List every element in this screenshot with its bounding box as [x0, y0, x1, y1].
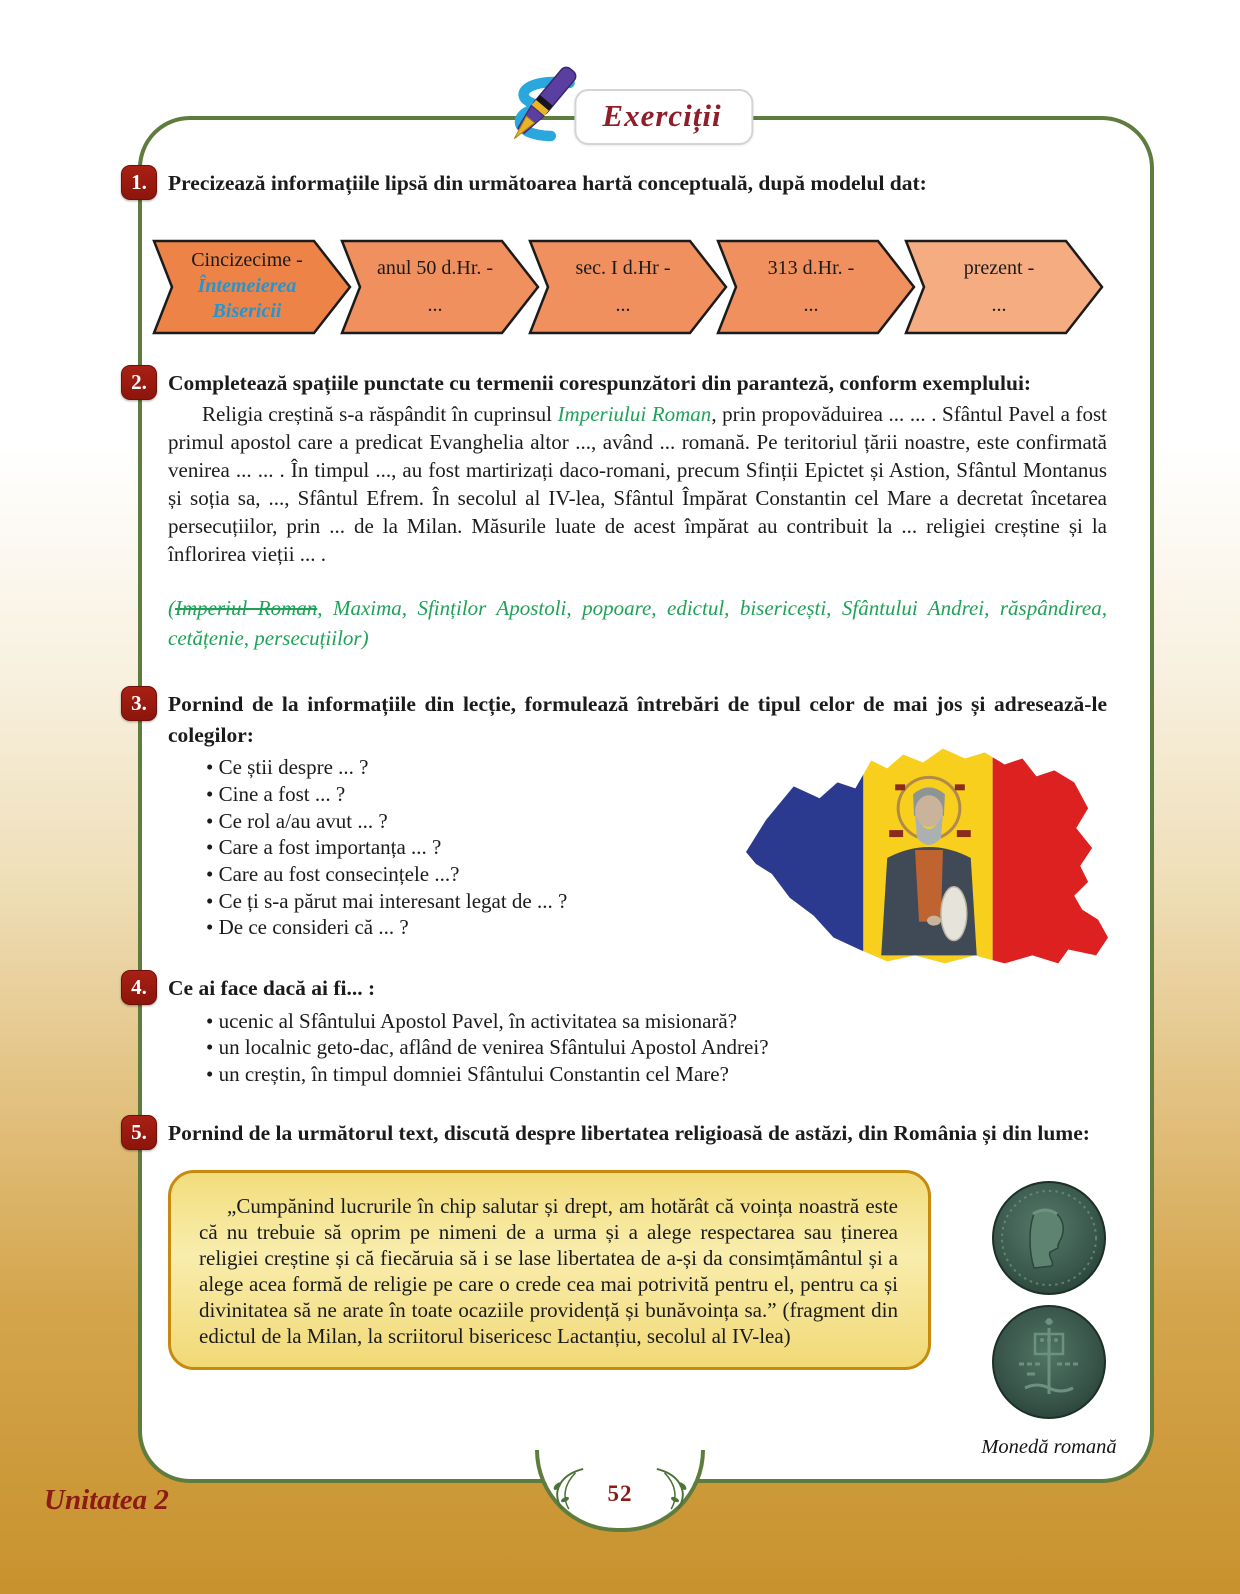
arrow-label-bottom: Întemeierea Bisericii	[197, 275, 297, 323]
arrow-label-top: sec. I d.Hr -	[575, 257, 671, 280]
flow-arrow-2-label	[340, 239, 540, 335]
word-bank-terms: , Maxima, Sfinților Apostoli, popoare, edictul, bisericești, Sfântului Andrei, răspândirea, cetățenie, persecuțiilor)	[168, 595, 1107, 650]
paragraph-text: , prin propovăduirea ... ... . Sfântul Pavel a fost primul apostol care a predicat Evanghelia altor ..., având ... romană. Pe teritoriul țării noastre, este confirmată venirea ... ... . În timpul ..., au fost martirizați daco-romani, precum Sfinții Epictet și Astion, Sfântul Montanus și soția sa, ..., Sfântul Efrem. În secolul al IV-lea, Sfântul Împărat Constantin cel Mare a decretat încetarea persecuțiilor, prin ... de la Milan. Măsurile luate de acest împărat au contribuit la ... religiei creștine și la înflorirea vieții ... .	[168, 402, 1108, 566]
exercise-3-title: Pornind de la informațiile din lecție, formulează întrebări de tipul celor de mai jos și adresează-le colegilor:	[168, 692, 1107, 747]
scenario-item: • un localnic geto-dac, aflând de venirea Sfântului Apostol Andrei?	[206, 1034, 1107, 1061]
question-item: • Care au fost consecințele ...?	[206, 861, 777, 888]
exercise-1-title: Precizează informațiile lipsă din următoarea hartă conceptuală, după modelul dat:	[168, 171, 927, 195]
arrow-label-top: Cincizecime -	[191, 249, 303, 272]
header-emblem	[486, 58, 753, 162]
exercise-4	[131, 973, 1107, 1087]
exercise-1	[131, 168, 1107, 335]
flow-arrow-4-label	[716, 239, 916, 335]
scenario-item: • un creștin, în timpul domniei Sfântului Constantin cel Mare?	[206, 1061, 1107, 1088]
flow-arrow-3-label	[528, 239, 728, 335]
exercise-2-paragraph	[168, 401, 1107, 569]
arrow-label-bottom: ...	[803, 294, 819, 317]
page-number: 52	[607, 1481, 633, 1506]
arrow-label-bottom: ...	[427, 294, 443, 317]
question-item: • Ce ți s-a părut mai interesant legat de ... ?	[206, 888, 777, 915]
page-number-ornament	[535, 1450, 705, 1532]
arrow-label-bottom: ...	[991, 294, 1007, 317]
paren-open: (	[168, 595, 175, 620]
coin-reverse-image	[988, 1302, 1110, 1422]
question-item: • Care a fost importanța ... ?	[206, 834, 777, 861]
word-bank	[168, 593, 1107, 654]
exercise-2-title: Completează spațiile punctate cu termenii corespunzători din paranteză, conform exemplului:	[168, 370, 1032, 395]
source-quote-box	[168, 1170, 931, 1370]
paragraph-text: Religia creștină s-a răspândit în cuprinsul	[202, 402, 558, 427]
exercise-5	[131, 1118, 1107, 1371]
exercise-2-badge: 2.	[121, 365, 157, 400]
exercise-3-badge: 3.	[121, 686, 157, 721]
question-item: • De ce consideri că ... ?	[206, 914, 777, 941]
arrow-label-top: anul 50 d.Hr. -	[376, 257, 494, 280]
question-item: • Cine a fost ... ?	[206, 781, 777, 808]
exercise-2	[131, 368, 1108, 654]
filled-term: Imperiului Roman	[557, 402, 712, 427]
exercise-5-badge: 5.	[121, 1115, 157, 1150]
flourish-icon	[543, 1464, 587, 1516]
arrow-label-top: prezent -	[963, 257, 1035, 280]
used-term: Imperiul Roman	[175, 595, 318, 620]
exercise-4-badge: 4.	[121, 970, 157, 1005]
flow-arrow-2	[340, 239, 540, 335]
flow-arrow-5-label	[904, 239, 1104, 335]
scenario-list	[168, 1008, 1107, 1088]
coins-figure	[974, 1178, 1124, 1459]
exercise-4-title: Ce ai face dacă ai fi... :	[168, 976, 376, 1001]
coin-obverse-image	[988, 1178, 1110, 1298]
unit-label: Unitatea 2	[44, 1484, 169, 1516]
scenario-item: • ucenic al Sfântului Apostol Pavel, în activitatea sa misionară?	[206, 1008, 1107, 1035]
arrow-label-top: 313 d.Hr. -	[767, 257, 855, 280]
question-list	[168, 754, 777, 941]
flow-arrow-1	[152, 239, 352, 335]
coin-caption: Monedă romană	[981, 1436, 1117, 1458]
flow-arrow-4	[716, 239, 916, 335]
exercise-5-title: Pornind de la următorul text, discută despre libertatea religioasă de astăzi, din România și din lume:	[168, 1120, 1090, 1145]
concept-map-flowchart	[152, 239, 1112, 335]
question-item: • Ce știi despre ... ?	[206, 754, 777, 781]
quote-text: „Cumpănind lucrurile în chip salutar și drept, am hotărât că voința noastră este că nu trebuie să oprim pe nimeni de a urma și a alege respectarea sau ținerea religiei creștine și că fiecăruia să i se lase libertatea de a-și da consimțământul și a alege acea formă de religie pe care o crede cea mai potrivită pentru el, pentru ca și divinitatea să ne arate în toate ocaziile providență și bunăvoința sa.” (fragment din edictul de la Milan, la scriitorul bisericesc Lactanțiu, secolul al IV-lea)	[199, 1194, 898, 1349]
question-item: • Ce rol a/au avut ... ?	[206, 808, 777, 835]
flow-arrow-1-label	[152, 239, 352, 335]
flow-arrow-5	[904, 239, 1104, 335]
flow-arrow-3	[528, 239, 728, 335]
content-panel	[131, 116, 1154, 1483]
exercise-3	[131, 689, 1107, 941]
exercise-1-badge: 1.	[121, 165, 157, 200]
flourish-icon	[653, 1464, 697, 1516]
page-title: Exerciții	[574, 89, 753, 145]
arrow-label-bottom: ...	[615, 294, 631, 317]
